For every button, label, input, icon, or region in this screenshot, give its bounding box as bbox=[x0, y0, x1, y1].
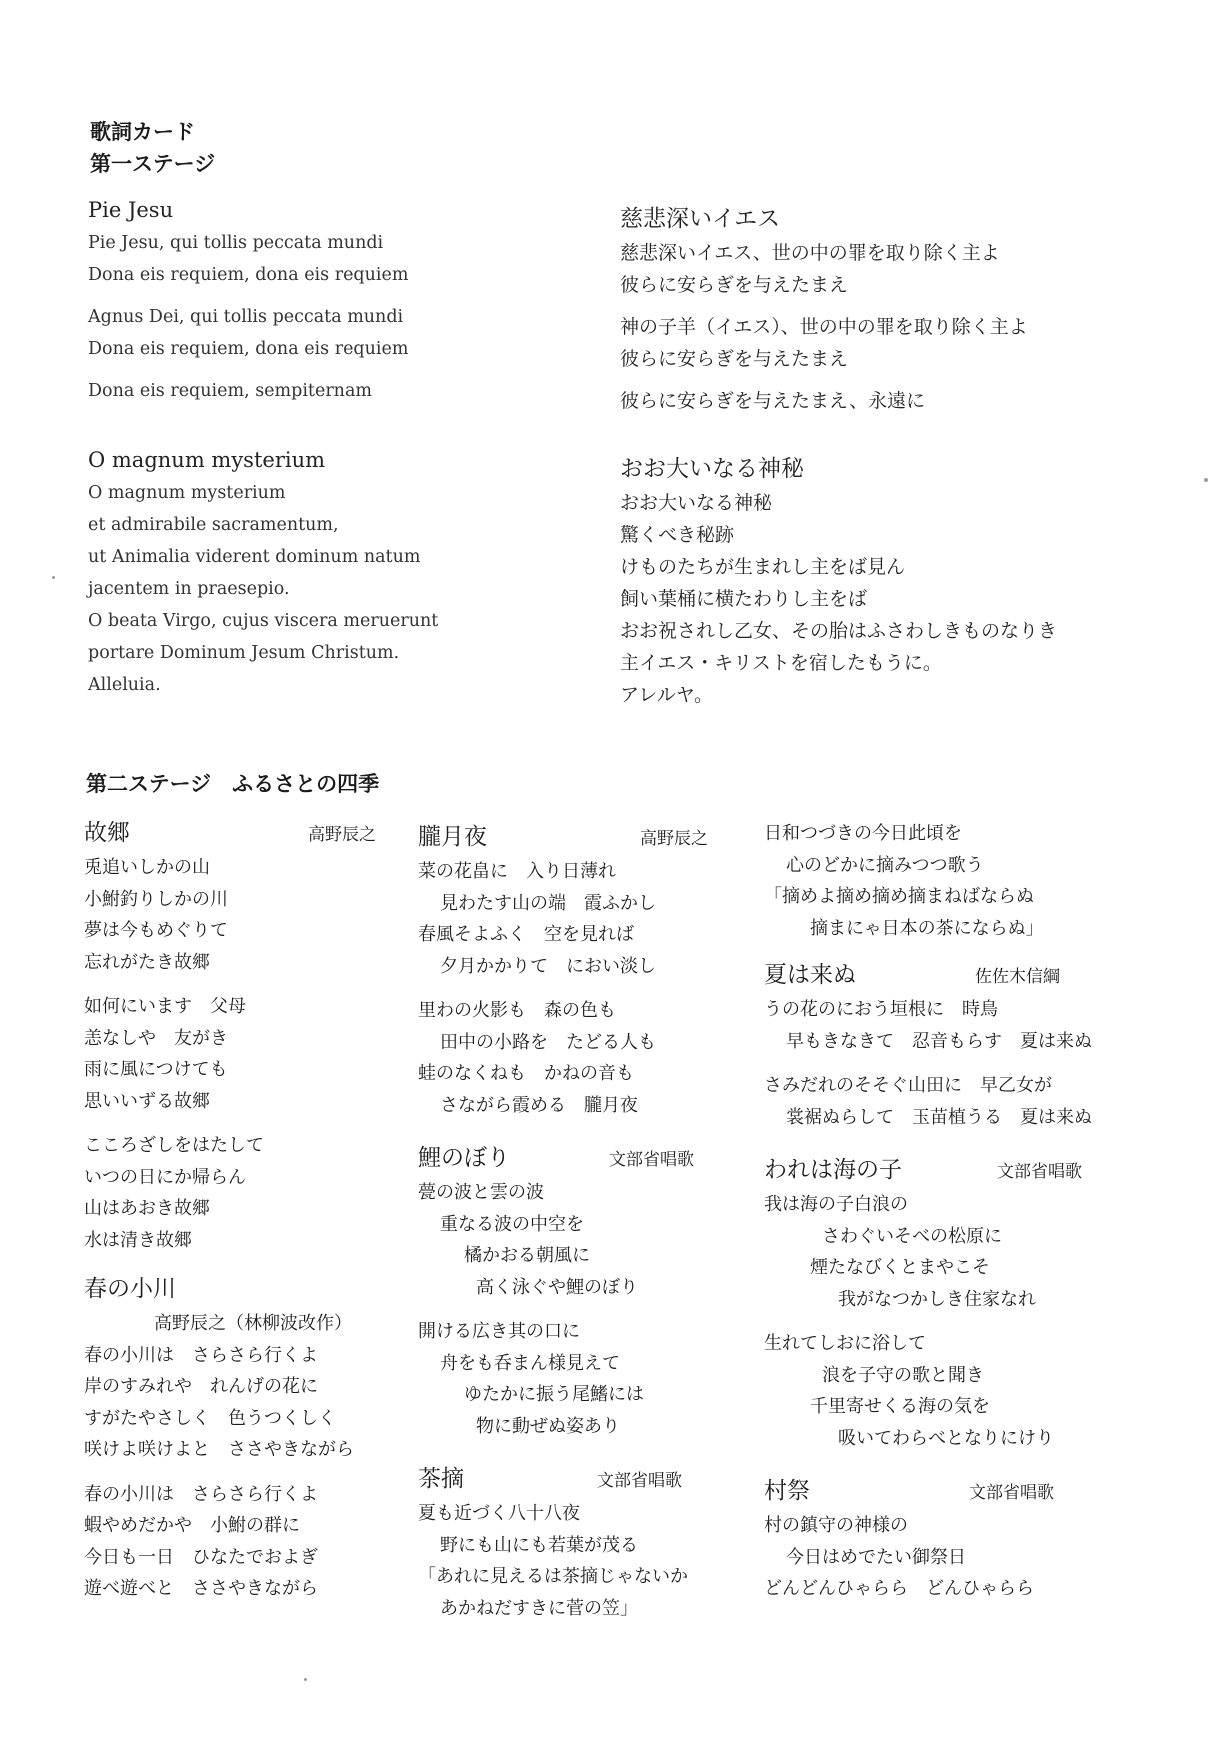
lyric-line: 日和つづきの今日此頃を bbox=[764, 823, 962, 844]
lyric-line: 遊べ遊べと ささやきながら bbox=[84, 1578, 318, 1599]
song-ware-wa-umi-no-ko bbox=[764, 1151, 1104, 1454]
lyric-line: アレルヤ。 bbox=[620, 684, 714, 706]
lyric-line: けものたちが生まれし主をば見ん bbox=[620, 556, 906, 578]
lyric-line: 早もきなきて 忍音もらす 夏は来ぬ bbox=[786, 1030, 1092, 1052]
lyric-line: 菜の花畠に 入り日薄れ bbox=[418, 861, 616, 882]
lyric-line: 裳裾ぬらして 玉苗植うる 夏は来ぬ bbox=[786, 1106, 1092, 1128]
lyric-line: すがたやさしく 色うつくしく bbox=[84, 1407, 336, 1429]
lyric-line: 甍の波と雲の波 bbox=[418, 1182, 544, 1203]
lyric-line: 小鮒釣りしかの川 bbox=[84, 888, 228, 910]
song-title: 茶摘 bbox=[418, 1466, 464, 1492]
lyric-line: 橘かおる朝風に bbox=[464, 1245, 590, 1266]
stage2-column-1 bbox=[84, 814, 376, 1615]
lyric-line: 千里寄せくる海の気を bbox=[810, 1396, 990, 1417]
lyric-line: 我は海の子白浪の bbox=[764, 1194, 908, 1215]
lyric-line: 思いいずる故郷 bbox=[84, 1090, 210, 1112]
lyric-line: 山はあおき故郷 bbox=[84, 1198, 210, 1219]
lyric-line: jacentem in praesepio. bbox=[88, 579, 290, 599]
lyric-line: 彼らに安らぎを与えたまえ、永遠に bbox=[620, 390, 926, 412]
lyric-line: 野にも山にも若葉が茂る bbox=[440, 1534, 638, 1556]
lyric-line: Agnus Dei, qui tollis peccata mundi bbox=[88, 307, 404, 327]
song-oborozukiyo bbox=[418, 818, 708, 1121]
lyric-line: O magnum mysterium bbox=[88, 483, 286, 503]
lyric-line: 彼らに安らぎを与えたまえ bbox=[620, 348, 849, 370]
lyric-line: 主イエス・キリストを宿したもうに。 bbox=[620, 652, 942, 674]
lyric-line: 夏も近づく八十八夜 bbox=[418, 1503, 580, 1524]
song-title: 春の小川 bbox=[84, 1276, 176, 1302]
lyric-line: Dona eis requiem, dona eis requiem bbox=[88, 339, 409, 359]
pie-jesu-latin bbox=[88, 198, 548, 407]
song-title: 村祭 bbox=[764, 1478, 810, 1504]
lyric-line: 村の鎮守の神様の bbox=[764, 1515, 908, 1536]
lyric-line: 咲けよ咲けよと ささやきながら bbox=[84, 1439, 354, 1460]
lyric-line: 飼い葉桶に横たわりし主をば bbox=[620, 588, 868, 610]
lyric-line: ut Animalia viderent dominum natum bbox=[88, 547, 421, 567]
lyric-line: 蝦やめだかや 小鮒の群に bbox=[84, 1515, 300, 1536]
lyric-line: 驚くべき秘跡 bbox=[620, 524, 735, 546]
lyric-line: さわぐいそべの松原に bbox=[822, 1225, 1002, 1247]
o-magnum-jp-title: おお大いなる神秘 bbox=[620, 456, 804, 482]
song-author: 高野辰之 bbox=[308, 825, 376, 845]
lyric-line: 兎追いしかの山 bbox=[84, 857, 210, 878]
lyric-line: 春風そよふく 空を見れば bbox=[418, 924, 634, 945]
lyric-line: 吸いてわらべとなりにけり bbox=[838, 1427, 1054, 1449]
lyric-line: 忘れがたき故郷 bbox=[84, 951, 210, 973]
pie-jesu-latin-title: Pie Jesu bbox=[88, 198, 174, 222]
lyric-line: 生れてしおに浴して bbox=[764, 1333, 926, 1354]
scan-speck bbox=[1204, 478, 1208, 482]
song-author: 文部省唱歌 bbox=[597, 1471, 682, 1491]
song-natsu-wa-kinu bbox=[764, 956, 1104, 1133]
stage2-column-3 bbox=[764, 818, 1104, 1615]
stage2-column-2 bbox=[418, 818, 708, 1634]
lyric-line: いつの日にか帰らん bbox=[84, 1166, 246, 1188]
lyric-line: 如何にいます 父母 bbox=[84, 996, 246, 1017]
lyric-line: 水は清き故郷 bbox=[84, 1229, 192, 1251]
lyric-line: 田中の小路を たどる人も bbox=[440, 1031, 656, 1053]
lyric-line: Pie Jesu, qui tollis peccata mundi bbox=[88, 233, 384, 253]
lyric-line: 見わたす山の端 霞ふかし bbox=[440, 892, 656, 914]
lyric-line: 摘まにゃ日本の茶にならぬ」 bbox=[810, 917, 1044, 939]
lyric-line: 今日はめでたい御祭日 bbox=[786, 1546, 966, 1568]
pie-jesu-japanese bbox=[620, 200, 1180, 417]
song-author: 文部省唱歌 bbox=[609, 1150, 694, 1170]
lyric-line: 春の小川は さらさら行くよ bbox=[84, 1344, 318, 1366]
lyric-line: おお祝されし乙女、その胎はふさわしきものなりき bbox=[620, 620, 1058, 642]
song-author: 高野辰之（林柳波改作） bbox=[154, 1313, 352, 1334]
lyric-line: 慈悲深いイエス、世の中の罪を取り除く主よ bbox=[620, 242, 1000, 264]
lyric-line: あかねだすきに菅の笠」 bbox=[440, 1597, 638, 1619]
song-furusato bbox=[84, 814, 376, 1256]
lyric-line: 「摘めよ摘め摘め摘まねばならぬ bbox=[764, 886, 1034, 907]
lyric-line: 高く泳ぐや鯉のぼり bbox=[476, 1276, 638, 1298]
lyric-line: 今日も一日 ひなたでおよぎ bbox=[84, 1546, 318, 1568]
lyric-line: 我がなつかしき住家なれ bbox=[838, 1288, 1036, 1310]
lyric-line: 夢は今もめぐりて bbox=[84, 920, 228, 941]
lyric-line: こころざしをはたして bbox=[84, 1135, 264, 1156]
lyric-line: 里わの火影も 森の色も bbox=[418, 1000, 616, 1021]
pie-jesu-jp-title: 慈悲深いイエス bbox=[620, 206, 781, 232]
lyric-line: 舟をも呑まん様見えて bbox=[440, 1352, 620, 1374]
lyric-line: 重なる波の中空を bbox=[440, 1213, 584, 1235]
card-title: 歌詞カード bbox=[90, 120, 195, 144]
stage1-heading: 第一ステージ bbox=[90, 152, 216, 176]
lyric-line: 開ける広き其の口に bbox=[418, 1321, 580, 1342]
lyric-line: ゆたかに振う尾鰭には bbox=[464, 1384, 644, 1405]
song-author: 高野辰之 bbox=[640, 829, 708, 849]
lyric-line: 夕月かかりて におい淡し bbox=[440, 955, 656, 977]
lyric-line: 恙なしや 友がき bbox=[84, 1027, 228, 1049]
song-title: 故郷 bbox=[84, 820, 130, 846]
lyric-line: Alleluia. bbox=[88, 675, 161, 695]
lyric-line: Dona eis requiem, dona eis requiem bbox=[88, 265, 409, 285]
song-title: われは海の子 bbox=[764, 1157, 902, 1183]
lyric-line: 春の小川は さらさら行くよ bbox=[84, 1483, 318, 1505]
song-title: 鯉のぼり bbox=[418, 1145, 510, 1171]
lyric-line: 彼らに安らぎを与えたまえ bbox=[620, 274, 849, 296]
song-author: 佐佐木信綱 bbox=[975, 967, 1060, 987]
lyric-line: 浪を子守の歌と聞き bbox=[822, 1364, 984, 1386]
lyric-line: 心のどかに摘みつつ歌う bbox=[786, 854, 984, 876]
o-magnum-latin-title: O magnum mysterium bbox=[88, 448, 326, 472]
song-muramatsuri bbox=[764, 1472, 1104, 1605]
lyric-line: 雨に風につけても bbox=[84, 1059, 228, 1080]
o-magnum-latin bbox=[88, 448, 548, 701]
lyric-line: 蛙のなくねも かねの音も bbox=[418, 1063, 634, 1084]
lyric-line: 物に動ぜぬ姿あり bbox=[476, 1415, 620, 1437]
lyric-line: 煙たなびくとまやこそ bbox=[810, 1257, 990, 1278]
lyric-line: Dona eis requiem, sempiternam bbox=[88, 381, 372, 401]
song-haru-no-ogawa bbox=[84, 1270, 376, 1605]
lyric-line: et admirabile sacramentum, bbox=[88, 515, 339, 535]
lyric-line: さみだれのそそぐ山田に 早乙女が bbox=[764, 1075, 1052, 1096]
stage2-heading: 第二ステージ ふるさとの四季 bbox=[86, 772, 380, 796]
song-koinobori bbox=[418, 1139, 708, 1442]
lyric-line: うの花のにおう垣根に 時鳥 bbox=[764, 999, 998, 1020]
song-author: 文部省唱歌 bbox=[969, 1483, 1054, 1503]
lyric-line: 「あれに見えるは茶摘じゃないか bbox=[418, 1566, 688, 1587]
lyric-line: どんどんひゃらら どんひゃらら bbox=[764, 1578, 1034, 1599]
scan-speck bbox=[304, 1678, 307, 1681]
song-title: 夏は来ぬ bbox=[764, 962, 856, 988]
lyric-line: 神の子羊（イエス）、世の中の罪を取り除く主よ bbox=[620, 316, 1028, 338]
song-title: 朧月夜 bbox=[418, 824, 487, 850]
song-chatsumi-continued bbox=[764, 818, 1104, 944]
lyric-line: さながら霞める 朧月夜 bbox=[440, 1094, 638, 1116]
song-author: 文部省唱歌 bbox=[997, 1162, 1082, 1182]
song-chatsumi bbox=[418, 1460, 708, 1624]
lyric-line: portare Dominum Jesum Christum. bbox=[88, 643, 400, 663]
lyric-line: おお大いなる神秘 bbox=[620, 492, 773, 514]
lyric-line: O beata Virgo, cujus viscera meruerunt bbox=[88, 611, 439, 631]
lyric-line: 岸のすみれや れんげの花に bbox=[84, 1376, 318, 1397]
scan-speck bbox=[52, 576, 55, 579]
o-magnum-japanese bbox=[620, 450, 1180, 711]
